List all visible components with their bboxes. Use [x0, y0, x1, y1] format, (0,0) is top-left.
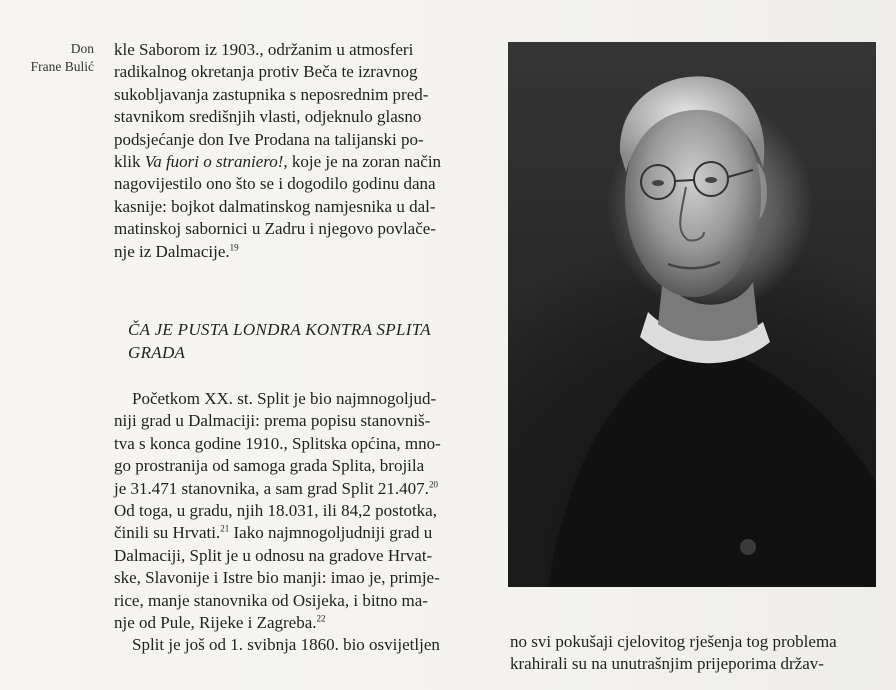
caption-line-2: Frane Bulić	[30, 59, 94, 74]
heading-line-1: ČA JE PUSTA LONDRA KONTRA SPLITA	[128, 320, 431, 339]
footnote-ref-21: 21	[220, 523, 230, 534]
heading-line-2: GRADA	[128, 343, 186, 362]
coat-shape	[548, 342, 876, 587]
text-line: radikalnog okretanja protiv Beča te izravnog	[114, 62, 418, 82]
text-line	[114, 241, 486, 263]
text-line: no svi pokušaji cjelovitog rješenja tog problema	[510, 632, 837, 651]
text-line	[114, 522, 486, 544]
right-column-text	[510, 631, 896, 676]
portrait-illustration	[508, 42, 876, 587]
text-line: matinskoj sabornici u Zadru i njegovo povlače-	[114, 219, 436, 239]
text-span: , koje je na zoran način	[283, 152, 442, 172]
text-line: kasnije: bojkot dalmatinskog namjesnika u dal-	[114, 196, 436, 216]
text-span: nje iz Dalmacije.	[114, 241, 230, 261]
text-line: podsjećanje don Ive Prodana na talijanski po-	[114, 129, 424, 149]
text-line	[114, 478, 486, 500]
portrait-photo	[508, 42, 876, 587]
intro-paragraph	[114, 39, 486, 263]
text-line: Početkom XX. st. Split je bio najmnogoljud-	[132, 389, 437, 408]
text-line: Split je još od 1. svibnja 1860. bio osvijetljen	[132, 635, 440, 655]
text-span: Iako najmnogoljudniji grad u	[229, 523, 433, 543]
photo-caption	[14, 40, 94, 76]
body-paragraph	[114, 388, 486, 657]
text-line	[114, 612, 486, 634]
text-line: go prostranija od samoga grada Splita, brojila	[114, 456, 425, 476]
text-span: činili su Hrvati.	[114, 523, 221, 543]
text-span: klik	[114, 152, 145, 172]
italic-quote: Va fuori o straniero!	[144, 152, 284, 172]
footnote-ref-20: 20	[428, 478, 438, 489]
text-line: sukobljavanja zastupnika s neposrednim pred-	[114, 84, 429, 104]
text-line: krahirali su na unutrašnjim prijeporima držav-	[510, 654, 824, 674]
text-line: niji grad u Dalmaciji: prema popisu stanovniš-	[114, 411, 431, 431]
text-line: Od toga, u gradu, njih 18.031, ili 84,2 postotka,	[114, 501, 437, 521]
text-line	[114, 151, 486, 173]
text-line: rice, manje stanovnika od Osijeka, i bitno ma-	[114, 590, 428, 610]
text-line: kle Saborom iz 1903., održanim u atmosferi	[114, 40, 414, 59]
footnote-ref-19: 19	[229, 242, 239, 252]
text-line: ske, Slavonije i Istre bio manji: imao je, primje-	[114, 568, 440, 588]
text-span: nje od Pule, Rijeke i Zagreba.	[114, 613, 317, 633]
section-heading	[128, 318, 488, 364]
footnote-ref-22: 22	[316, 613, 326, 624]
text-span: je 31.471 stanovnika, a sam grad Split 21.407.	[114, 478, 429, 498]
text-line: Dalmaciji, Split je u odnosu na gradove Hrvat-	[114, 545, 433, 565]
text-line: nagovijestilo ono što se i dogodilo godinu dana	[114, 174, 436, 194]
caption-line-1: Don	[70, 41, 94, 56]
text-line: stavnikom središnjih vlasti, odjeknulo glasno	[114, 107, 422, 127]
text-line: tva s konca godine 1910., Splitska općina, mno-	[114, 433, 441, 453]
